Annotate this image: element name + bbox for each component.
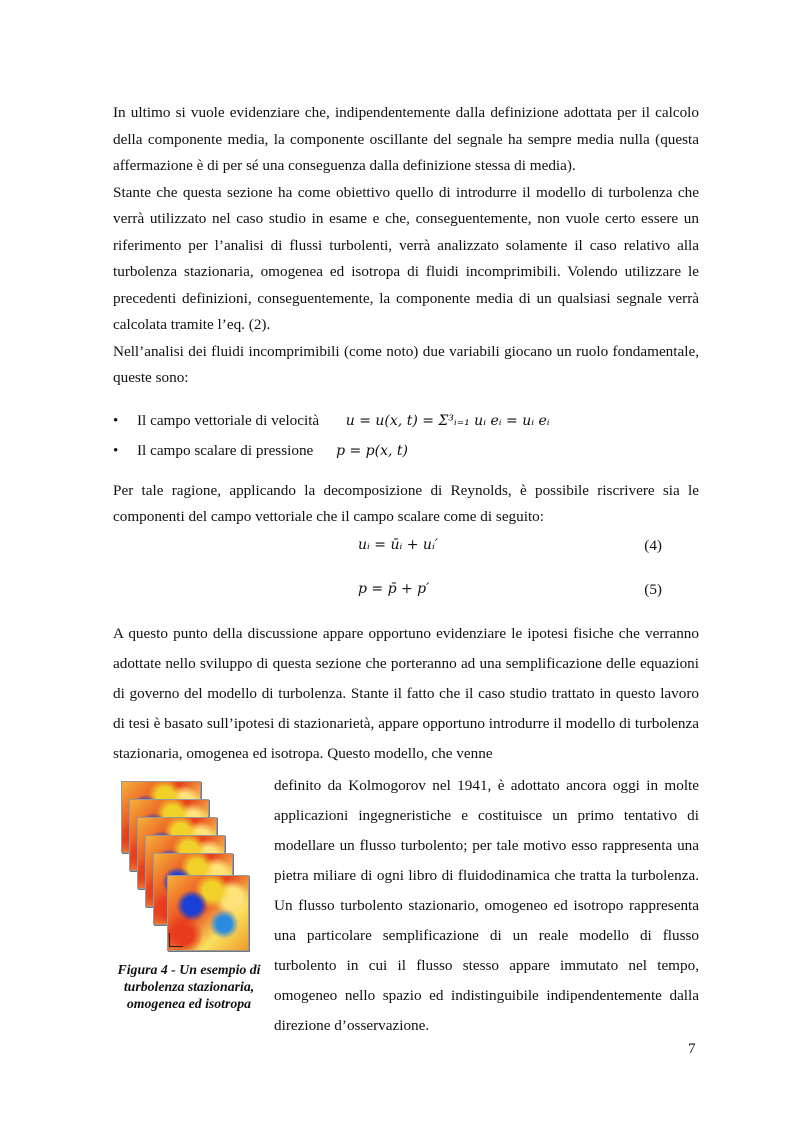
paragraph-1: In ultimo si vuole evidenziare che, indipendentemente dalla definizione adottata per il calcolo della componente media, la componente oscillante del segnale ha sempre media nulla (questa affermazione è di per sé una conseguenza dalla definizione stessa di media).	[113, 104, 699, 174]
equation-4-formula: uᵢ = ūᵢ + uᵢ′	[358, 536, 438, 553]
paragraph-2: Stante che questa sezione ha come obiettivo quello di introdurre il modello di turbolenza che verrà utilizzato nel caso studio in esame e che, conseguentemente, non vuole certo essere un riferimento per l’analisi di flussi turbolenti, verrà analizzato solamente il caso relativo alla turbolenza stazionaria, omogenea ed isotropa di fluidi incomprimibili. Volendo utilizzare le precedenti definizioni, conseguentemente, la componente media di un qualsiasi segnale verrà calcolata tramite l’eq. (2).	[113, 183, 699, 333]
turbulence-image	[115, 771, 265, 961]
paragraph-4: Per tale ragione, applicando la decomposizione di Reynolds, è possibile riscrivere sia le componenti del campo vettoriale che il campo scalare come di seguito:	[113, 481, 699, 525]
paragraph-6: definito da Kolmogorov nel 1941, è adottato ancora oggi in molte applicazioni ingegneristiche e costituisce un primo tentativo di modellare un flusso turbolento; per tale motivo esso rappresenta una pietra miliare di ogni libro di fluidodinamica che tratta la turbolenza. Un flusso turbolento stazionario, omogeneo ed isotropo rappresenta una particolare semplificazione di un reale modello di flusso turbolento in cui il flusso stesso appare immutato nel tempo, omogeneo nello spazio ed indistinguibile indipendentemente dalla direzione d’osservazione.	[274, 776, 699, 1034]
figure-caption: Figura 4 - Un esempio di turbolenza stazionaria, omogenea ed isotropa	[117, 961, 261, 1011]
equation-4-number: (4)	[644, 536, 662, 554]
bullet-list	[113, 406, 699, 466]
bullet-dot-icon: •	[113, 441, 119, 459]
figure-block	[113, 771, 699, 1034]
velocity-formula: u = u(x, t) = Σ³ᵢ₌₁ uᵢ eᵢ = uᵢ eᵢ	[345, 412, 550, 429]
equation-4	[113, 531, 699, 565]
figure-side-text	[274, 771, 699, 1041]
bullet-dot-icon: •	[113, 411, 119, 429]
figure-4	[113, 771, 263, 1012]
paragraph-5: A questo punto della discussione appare opportuno evidenziare le ipotesi fisiche che verranno adottate nello sviluppo di questa sezione che porteranno ad una semplificazione delle equazioni di governo del modello di turbolenza. Stante il fatto che il caso studio trattato in questo lavoro di tesi è basato sull’ipotesi di stazionarietà, appare opportuno introdurre il modello di turbolenza stazionaria, omogenea ed isotropa. Questo modello, che venne	[113, 624, 699, 762]
page-number: 7	[688, 1040, 696, 1057]
page-body	[113, 100, 699, 1034]
paragraph-3: Nell’analisi dei fluidi incomprimibili (come noto) due variabili giocano un ruolo fondamentale, queste sono:	[113, 342, 699, 386]
bullet-velocity-label: Il campo vettoriale di velocità	[137, 411, 320, 429]
equation-5-formula: p = p̄ + p′	[358, 580, 430, 597]
bullet-velocity	[113, 406, 699, 436]
bullet-pressure	[113, 436, 699, 466]
equation-5-number: (5)	[644, 580, 662, 598]
bullet-pressure-label: Il campo scalare di pressione	[137, 441, 314, 459]
pressure-formula: p = p(x, t)	[336, 442, 408, 459]
equation-5	[113, 575, 699, 609]
